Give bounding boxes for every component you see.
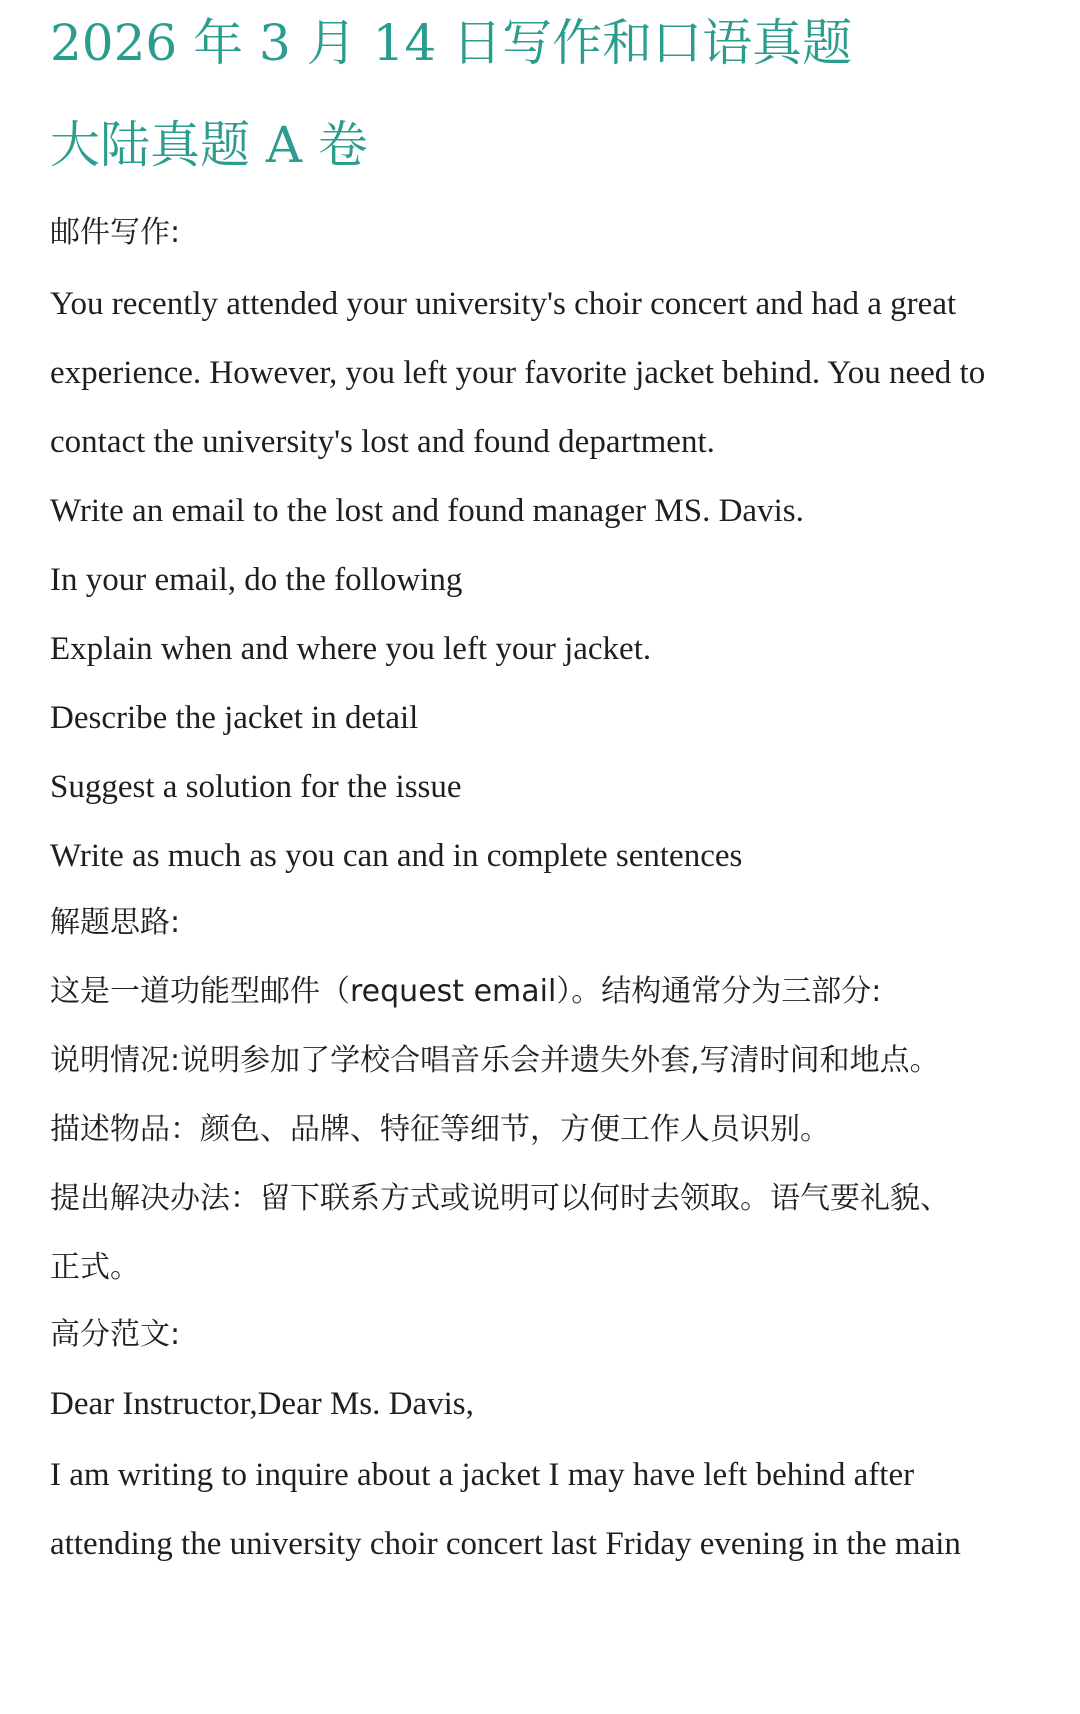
document-title: 2026 年 3 月 14 日写作和口语真题 bbox=[50, 14, 853, 72]
approach-line: 说明情况:说明参加了学校合唱音乐会并遗失外套,写清时间和地点。 bbox=[50, 1043, 940, 1078]
approach-line: 这是一道功能型邮件（request email）。结构通常分为三部分: bbox=[50, 974, 882, 1009]
approach-line: 描述物品：颜色、品牌、特征等细节，方便工作人员识别。 bbox=[50, 1112, 830, 1147]
document-subtitle: 大陆真题 A 卷 bbox=[50, 116, 368, 174]
section-label-approach: 解题思路: bbox=[50, 905, 181, 940]
sample-line: attending the university choir concert last Friday evening in the main bbox=[50, 1526, 961, 1562]
prompt-line: Suggest a solution for the issue bbox=[50, 769, 462, 805]
prompt-line: Explain when and where you left your jacket. bbox=[50, 631, 652, 667]
prompt-line: You recently attended your university's choir concert and had a great bbox=[50, 286, 957, 322]
sample-line: I am writing to inquire about a jacket I may have left behind after bbox=[50, 1457, 915, 1493]
sample-line: Dear Instructor,Dear Ms. Davis, bbox=[50, 1386, 474, 1422]
prompt-line: contact the university's lost and found department. bbox=[50, 424, 715, 460]
approach-line: 正式。 bbox=[50, 1250, 140, 1285]
prompt-line: experience. However, you left your favorite jacket behind. You need to bbox=[50, 355, 986, 391]
prompt-line: Describe the jacket in detail bbox=[50, 700, 419, 736]
prompt-line: Write as much as you can and in complete sentences bbox=[50, 838, 743, 874]
prompt-line: In your email, do the following bbox=[50, 562, 463, 598]
section-label-sample: 高分范文: bbox=[50, 1317, 181, 1352]
approach-line: 提出解决办法：留下联系方式或说明可以何时去领取。语气要礼貌、 bbox=[50, 1181, 950, 1216]
section-label-email: 邮件写作: bbox=[50, 215, 181, 250]
prompt-line: Write an email to the lost and found manager MS. Davis. bbox=[50, 493, 804, 529]
